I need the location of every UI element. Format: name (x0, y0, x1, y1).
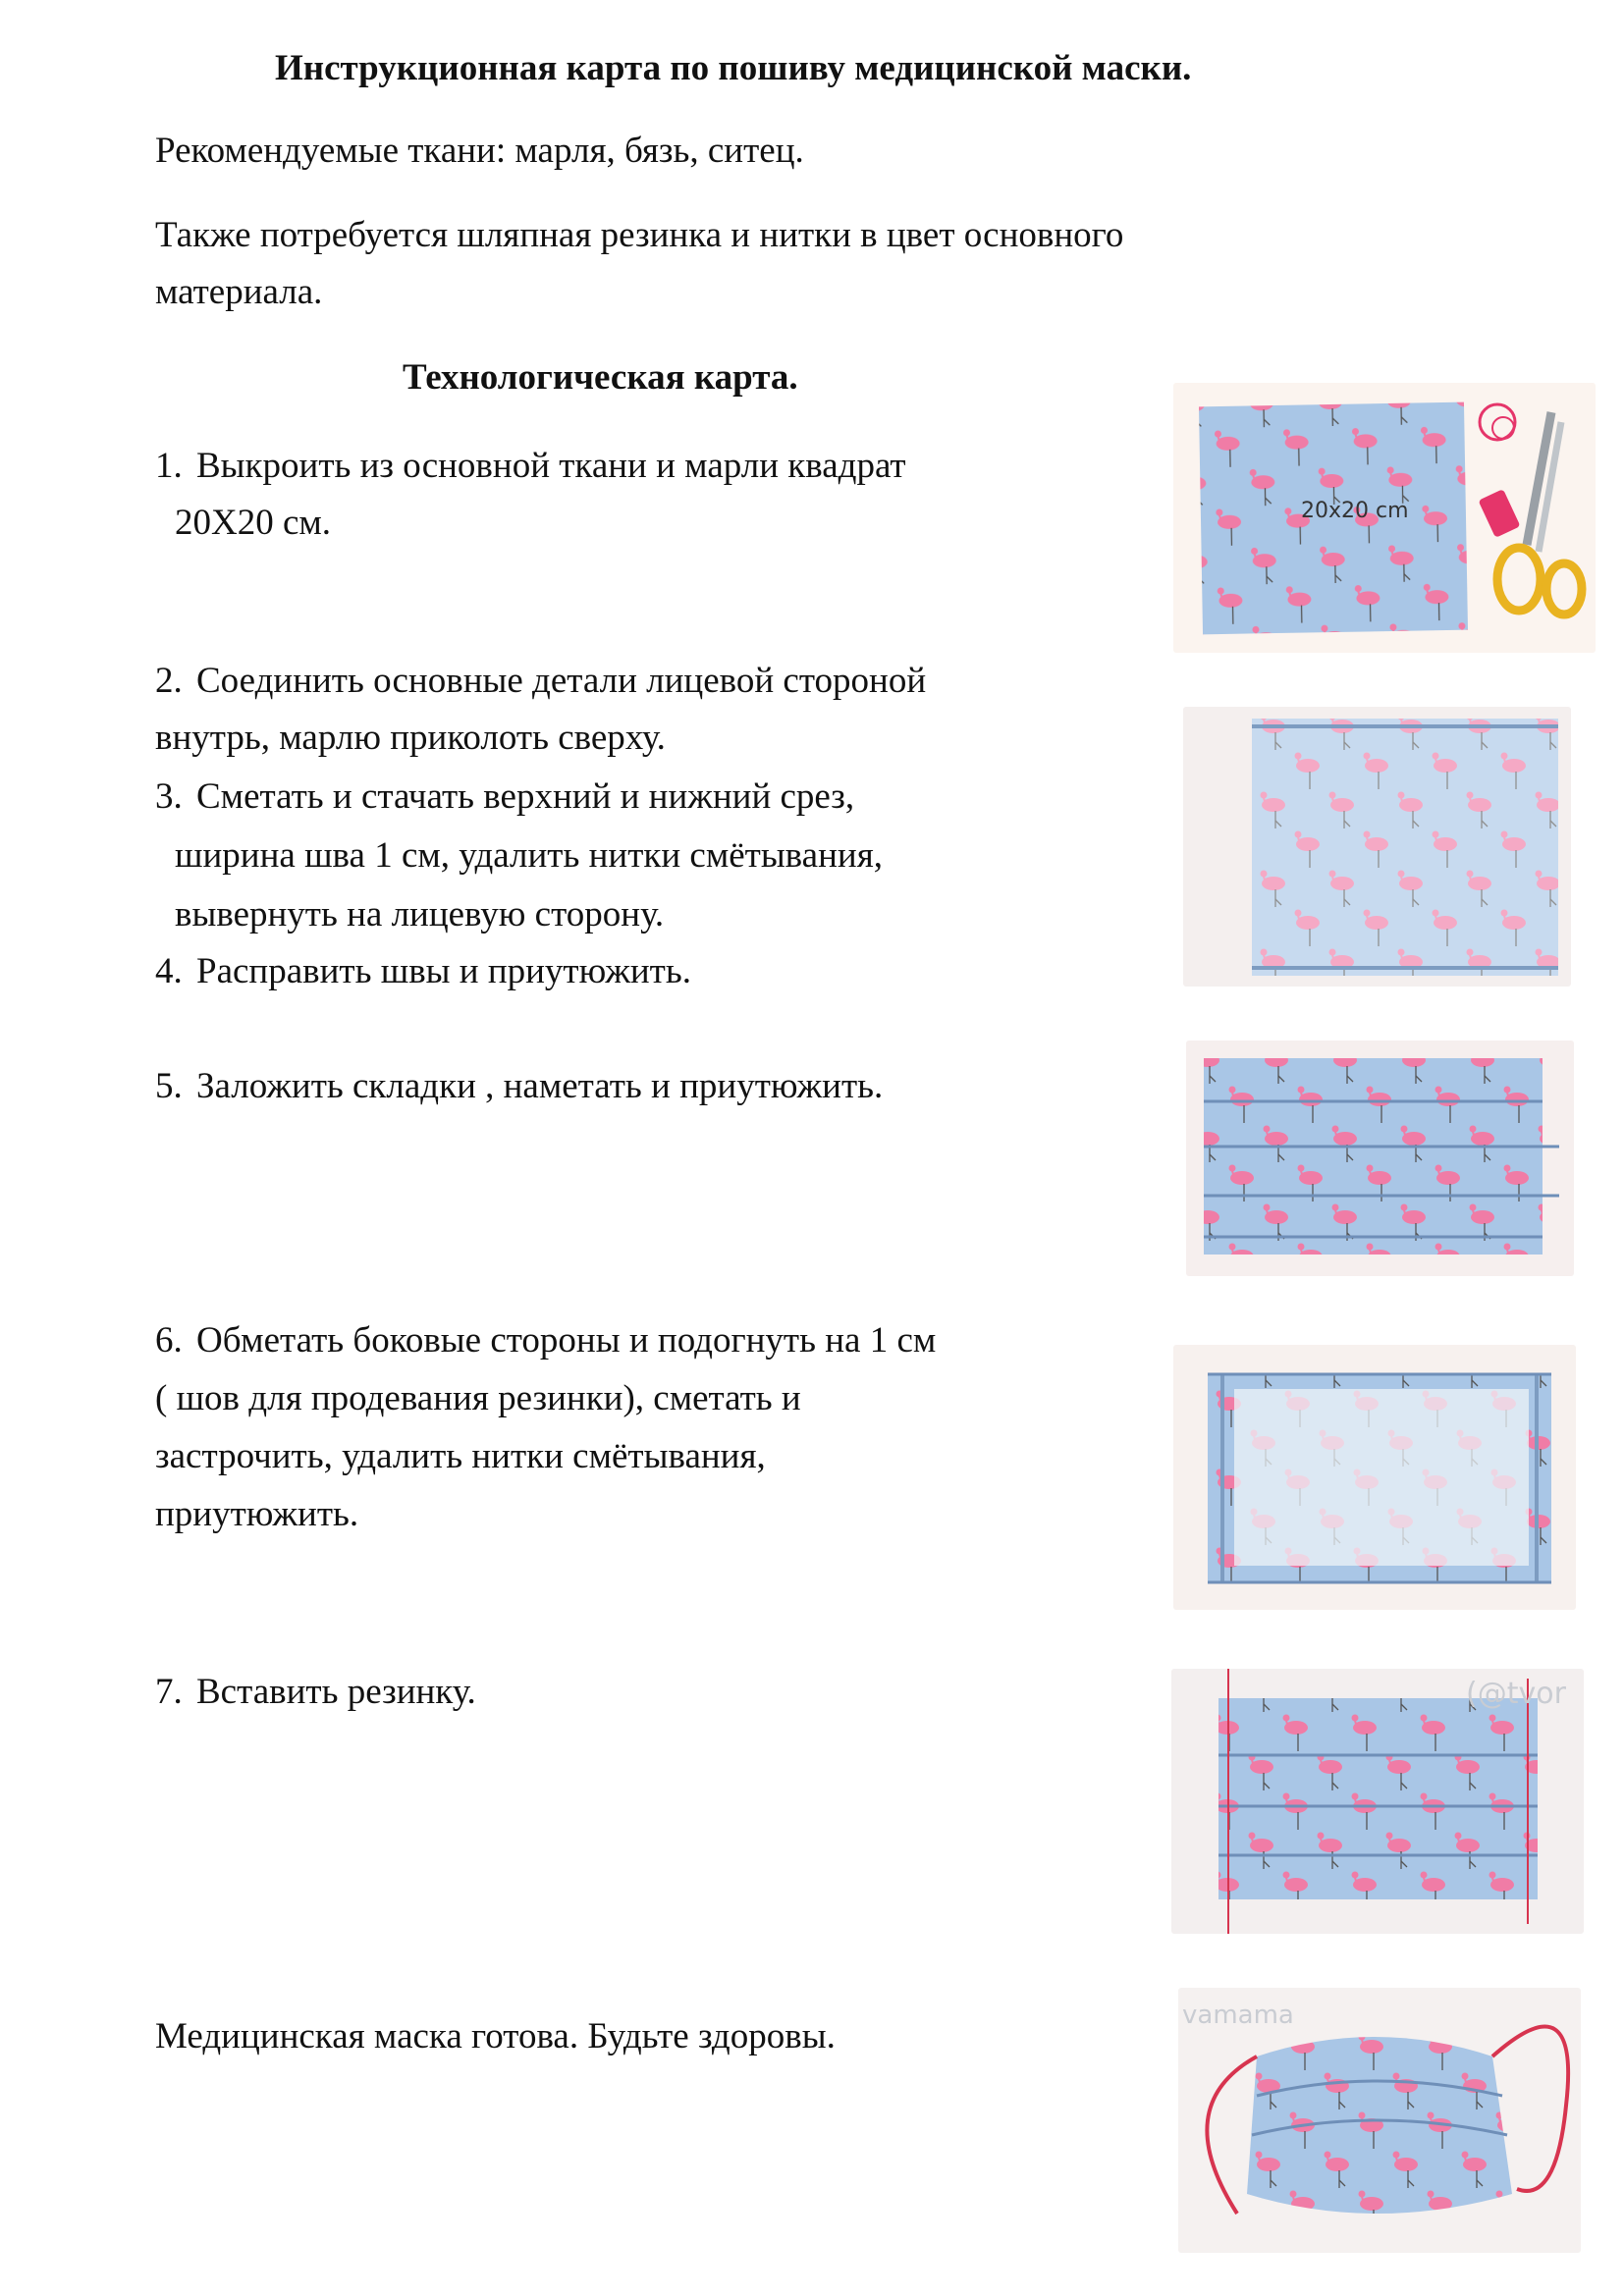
photo-1-size-label: 20x20 cm (1301, 499, 1409, 523)
step-2-line-2: внутрь, марлю приколоть сверху. (155, 718, 666, 758)
photo-step-7-elastic (1171, 1669, 1584, 1934)
step-1-line-2: 20Х20 см. (175, 503, 332, 543)
step-6-num: 6. (155, 1320, 183, 1361)
step-6-line-4: приутюжить. (155, 1494, 359, 1534)
step-3-line-1: Сметать и стачать верхний и нижний срез, (196, 776, 855, 817)
step-2-line-1: Соединить основные детали лицевой стороной (196, 661, 927, 701)
pleated-fabric-illustration (1186, 1041, 1574, 1276)
step-5-num: 5. (155, 1066, 183, 1106)
photo-step-1-fabric-square (1173, 383, 1596, 653)
step-4-line-1: Расправить швы и приутюжить. (196, 951, 691, 991)
step-6 (155, 1319, 936, 1362)
step-7-num: 7. (155, 1672, 183, 1712)
elastic-inserted-illustration (1171, 1669, 1584, 1934)
photo-step-2-sewn-square (1183, 707, 1571, 987)
photo-step-5-pleats (1186, 1041, 1574, 1276)
step-2-num: 2. (155, 661, 183, 701)
step-6-line-3: застрочить, удалить нитки смётывания, (155, 1436, 766, 1476)
photo-5-watermark: (@tvor (1466, 1677, 1566, 1711)
step-5-line-1: Заложить складки , наметать и приутюжить. (196, 1066, 884, 1106)
step-1 (155, 445, 906, 488)
also-needed-line1: Также потребуется шляпная резинка и нитки в цвет основного (155, 215, 1124, 255)
step-3-line-3: вывернуть на лицевую сторону. (175, 894, 665, 934)
step-6-line-2: ( шов для продевания резинки), сметать и (155, 1378, 801, 1418)
step-2 (155, 660, 926, 703)
step-6-line-1: Обметать боковые стороны и подогнуть на 1 см (196, 1320, 937, 1361)
hemmed-mask-illustration (1173, 1345, 1576, 1610)
fabrics-text: Рекомендуемые ткани: марля, бязь, ситец. (155, 131, 804, 171)
step-1-num: 1. (155, 446, 183, 486)
step-1-line-1: Выкроить из основной ткани и марли квадрат (196, 446, 906, 486)
sewn-square-illustration (1183, 707, 1571, 987)
step-4-num: 4. (155, 951, 183, 991)
section-title: Технологическая карта. (403, 357, 798, 398)
photo-6-watermark: vamama (1182, 2001, 1294, 2030)
step-5 (155, 1065, 883, 1108)
photo-step-6-hemmed-sides (1173, 1345, 1576, 1610)
step-7 (155, 1671, 476, 1714)
fabric-square-illustration (1173, 383, 1596, 653)
step-3 (155, 775, 854, 819)
page-title: Инструкционная карта по пошиву медицинской маски. (275, 48, 1192, 88)
closing-text: Медицинская маска готова. Будьте здоровы. (155, 2016, 836, 2056)
finished-mask-illustration (1178, 1988, 1581, 2253)
step-3-num: 3. (155, 776, 183, 817)
step-7-line-1: Вставить резинку. (196, 1672, 476, 1712)
step-3-line-2: ширина шва 1 см, удалить нитки смётывания, (175, 835, 883, 876)
also-needed-line2: материала. (155, 272, 323, 312)
photo-finished-mask (1178, 1988, 1581, 2253)
step-4 (155, 950, 691, 993)
